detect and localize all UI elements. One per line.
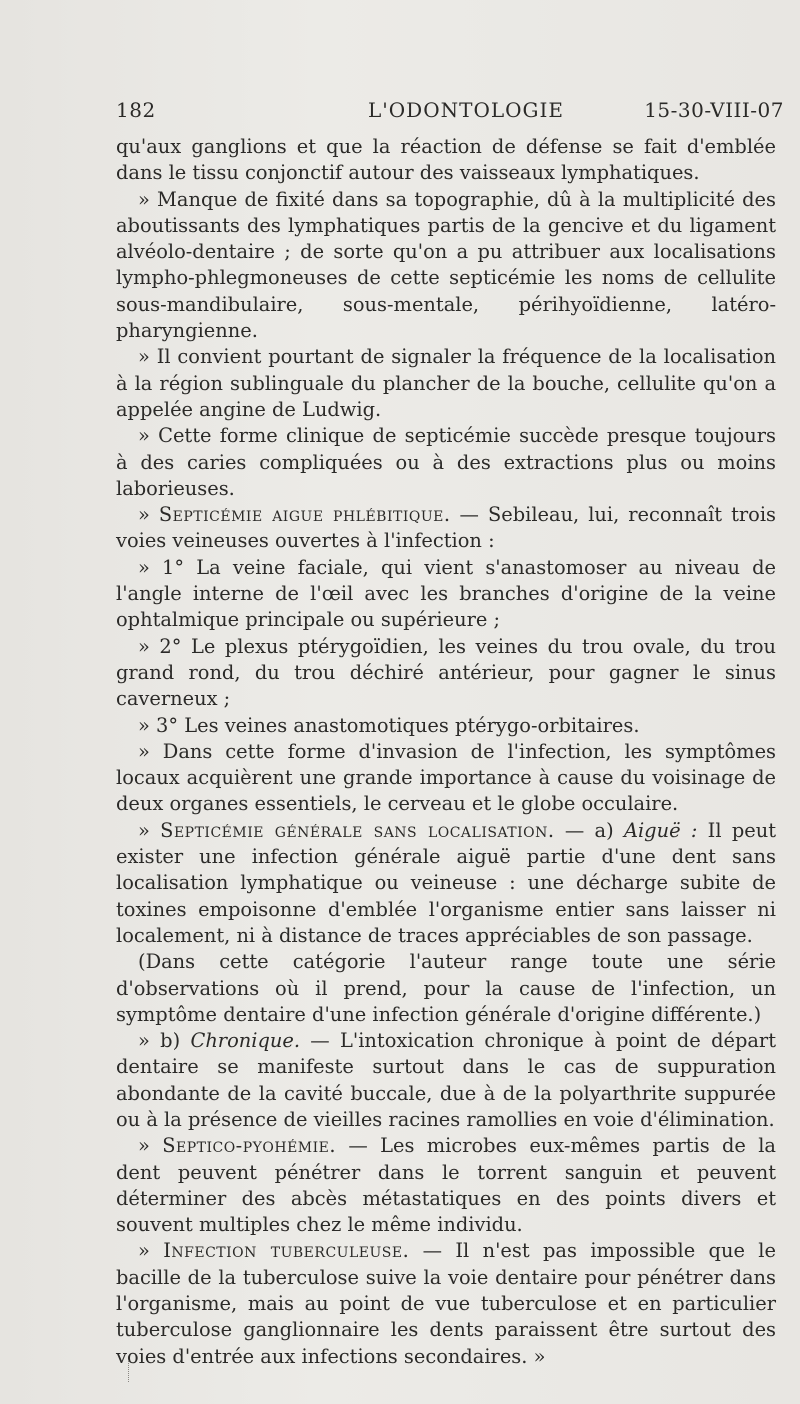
running-header <box>116 98 784 128</box>
paragraph-10-text: Il peut exister une infection générale aiguë partie d'une dent sans localisation lymphatique ou veineuse : une décharge subite de toxines empoisonne d'emblée l'organisme entier sans laisser ni localement, ni à distance de traces appréciables de son passage. <box>116 818 777 947</box>
paragraph-5-text: — Sebileau, lui, reconnaît trois voies veineuses ouvertes à l'infection : <box>116 503 776 553</box>
article-body <box>116 134 776 1370</box>
paragraph-14 <box>116 1238 776 1369</box>
journal-title: L'ODONTOLOGIE <box>368 98 564 122</box>
subsection-title-aigue: Aiguë : <box>623 818 698 842</box>
subsection-marker-a: — a) <box>554 818 624 842</box>
paragraph-9: » Dans cette forme d'invasion de l'infection, les symptômes locaux acquièrent une grande importance à cause du voisinage de deux organes essentiels, le cerveau et le globe occulaire. <box>116 739 776 816</box>
paragraph-1: qu'aux ganglions et que la réaction de défense se fait d'emblée dans le tissu conjonctif autour des vaisseaux lymphatiques. <box>116 135 776 185</box>
subsection-marker-b: » b) <box>138 1029 191 1053</box>
margin-mark <box>128 1360 133 1382</box>
paragraph-12-text: — L'intoxication chronique à point de départ dentaire se manifeste surtout dans le cas de suppuration abondante de la cavité buccale, due à de la polyarthrite suppurée ou à la présence de vieilles racines ramollies en voie d'élimination. <box>116 1029 776 1131</box>
paragraph-13 <box>116 1133 776 1238</box>
paragraph-3: » Il convient pourtant de signaler la fréquence de la localisation à la région sublinguale du plancher de la bouche, cellulite qu'on a appelée angine de Ludwig. <box>116 345 776 421</box>
subsection-title-chronique: Chronique. <box>190 1029 300 1053</box>
quote-mark: » <box>138 1134 163 1158</box>
page-number: 182 <box>116 98 156 122</box>
quote-mark: » <box>138 818 161 842</box>
paragraph-4: » Cette forme clinique de septicémie succède presque toujours à des caries compliquées ou à des extractions plus ou moins laborieuses. <box>116 424 776 500</box>
paragraph-6: » 1° La veine faciale, qui vient s'anastomoser au niveau de l'angle interne de l'œil avec les branches d'origine de la veine ophtalmique principale ou supérieure ; <box>116 555 776 632</box>
quote-mark: » <box>138 503 159 527</box>
paragraph-14-text: — Il n'est pas impossible que le bacille de la tuberculose suive la voie dentaire pour pénétrer dans l'organisme, mais au point de vue tuberculose et en particulier tuberculose ganglionnaire les dents paraissent être surtout des voies d'entrée aux infections secondaires. » <box>116 1239 776 1368</box>
paragraph-5 <box>116 502 776 555</box>
paragraph-11: (Dans cette catégorie l'auteur range toute une série d'observations où il prend, pour la cause de l'infection, un symptôme dentaire d'une infection générale d'origine différente.) <box>116 950 776 1026</box>
issue-date: 15-30-VIII-07 <box>644 98 784 122</box>
paragraph-12 <box>116 1028 776 1133</box>
paragraph-8: » 3° Les veines anastomotiques ptérygo-orbitaires. <box>138 713 640 737</box>
paragraph-2: » Manque de fixité dans sa topographie, dû à la multiplicité des aboutissants des lymphatiques partis de la gencive et du ligament alvéolo-dentaire ; de sorte qu'on a pu attribuer aux localisations lympho-phlegmoneuses de cette septicémie les noms de cellulite sous-mandibulaire, sous-mentale, périhyoïdienne, latéro-pharyngienne. <box>116 187 776 343</box>
section-heading-generale: Septicémie générale sans localisation. <box>160 818 555 842</box>
paragraph-10 <box>116 818 776 949</box>
section-heading-pyohemie: Septico-pyohémie. <box>162 1134 337 1158</box>
paragraph-7: » 2° Le plexus ptérygoïdien, les veines du trou ovale, du trou grand rond, du trou déchiré antérieur, pour gagner le sinus caverneux ; <box>116 634 776 711</box>
section-heading-tuberculeuse: Infection tuberculeuse. <box>163 1239 410 1263</box>
paragraph-13-text: — Les microbes eux-mêmes partis de la dent peuvent pénétrer dans le torrent sanguin et peuvent déterminer des abcès métastatiques en des points divers et souvent multiples chez le même individu. <box>116 1134 776 1237</box>
quote-mark: » <box>138 1239 164 1263</box>
section-heading-phlebitique: Septicémie aigue phlébitique. <box>158 503 451 527</box>
